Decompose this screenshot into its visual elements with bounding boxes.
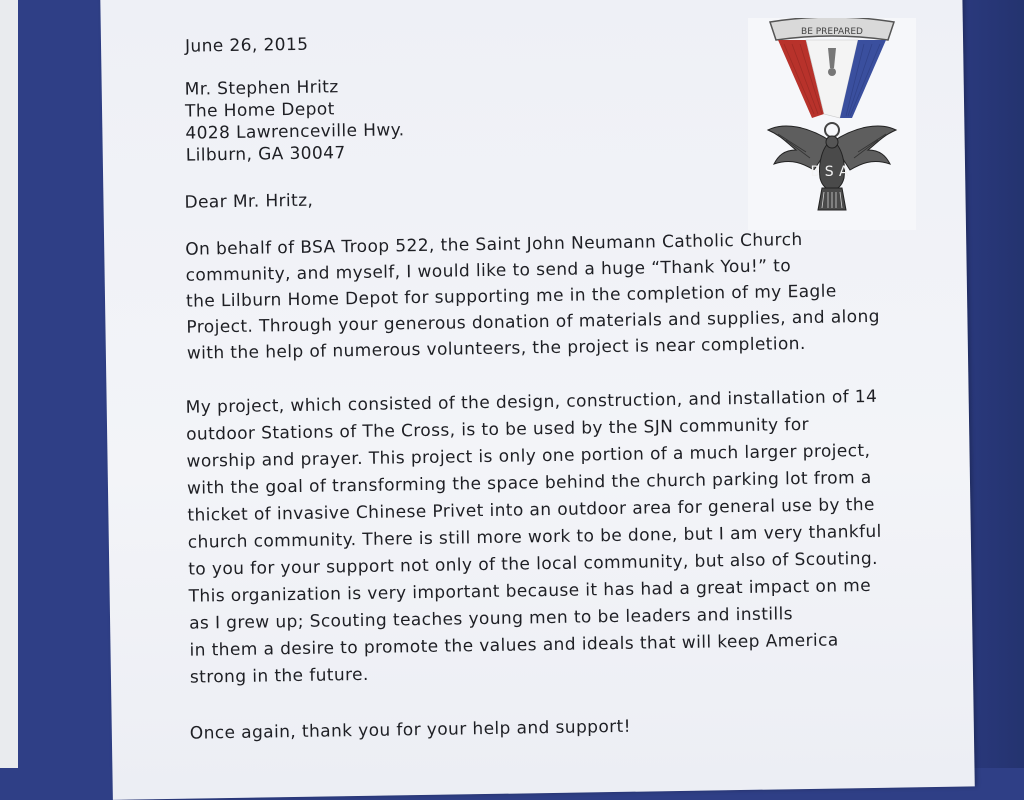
- letter-date: June 26, 2015: [184, 34, 309, 57]
- recipient-city: Lilburn, GA 30047: [185, 143, 346, 166]
- paragraph1-line: the Lilburn Home Depot for supporting me in the completion of my Eagle: [185, 281, 837, 312]
- paragraph1-line: with the help of numerous volunteers, the project is near completion.: [186, 333, 806, 364]
- paragraph2-line: This organization is very important because it has had a great impact on me: [188, 575, 872, 607]
- paragraph2-line: church community. There is still more work to be done, but I am very thankful: [187, 521, 882, 553]
- paragraph2-line: to you for your support not only of the local community, but also of Scouting.: [188, 548, 879, 580]
- closing-line: Once again, thank you for your help and support!: [189, 716, 631, 744]
- paragraph2-line: My project, which consisted of the design, construction, and installation of 14: [185, 386, 878, 418]
- medal-scroll-text: BE PREPARED: [801, 27, 863, 37]
- recipient-street: 4028 Lawrenceville Hwy.: [185, 120, 405, 144]
- recipient-company: The Home Depot: [184, 99, 335, 122]
- paragraph1-line: Project. Through your generous donation of materials and supplies, and along: [186, 306, 881, 338]
- paragraph2-line: thicket of invasive Chinese Privet into an outdoor area for general use by the: [187, 494, 875, 526]
- paragraph2-line: in them a desire to promote the values and ideals that will keep America: [189, 630, 839, 661]
- paragraph2-line: outdoor Stations of The Cross, is to be used by the SJN community for: [185, 414, 810, 445]
- medal-eagle-text: BSA: [810, 164, 854, 180]
- paragraph1-line: On behalf of BSA Troop 522, the Saint John Neumann Catholic Church: [185, 229, 803, 260]
- paragraph2-line: as I grew up; Scouting teaches young men to be leaders and instills: [188, 604, 794, 634]
- left-background-strip: [0, 0, 18, 768]
- paragraph2-line: strong in the future.: [189, 664, 369, 688]
- eagle-scout-medal-icon: [748, 18, 916, 230]
- paragraph1-line: community, and myself, I would like to send a huge “Thank You!” to: [185, 256, 792, 286]
- paragraph2-line: worship and prayer. This project is only one portion of a much larger project,: [186, 440, 871, 472]
- medal-svg: [748, 18, 916, 230]
- recipient-name: Mr. Stephen Hritz: [184, 77, 339, 100]
- paragraph2-line: with the goal of transforming the space behind the church parking lot from a: [186, 467, 872, 499]
- salutation: Dear Mr. Hritz,: [184, 190, 314, 213]
